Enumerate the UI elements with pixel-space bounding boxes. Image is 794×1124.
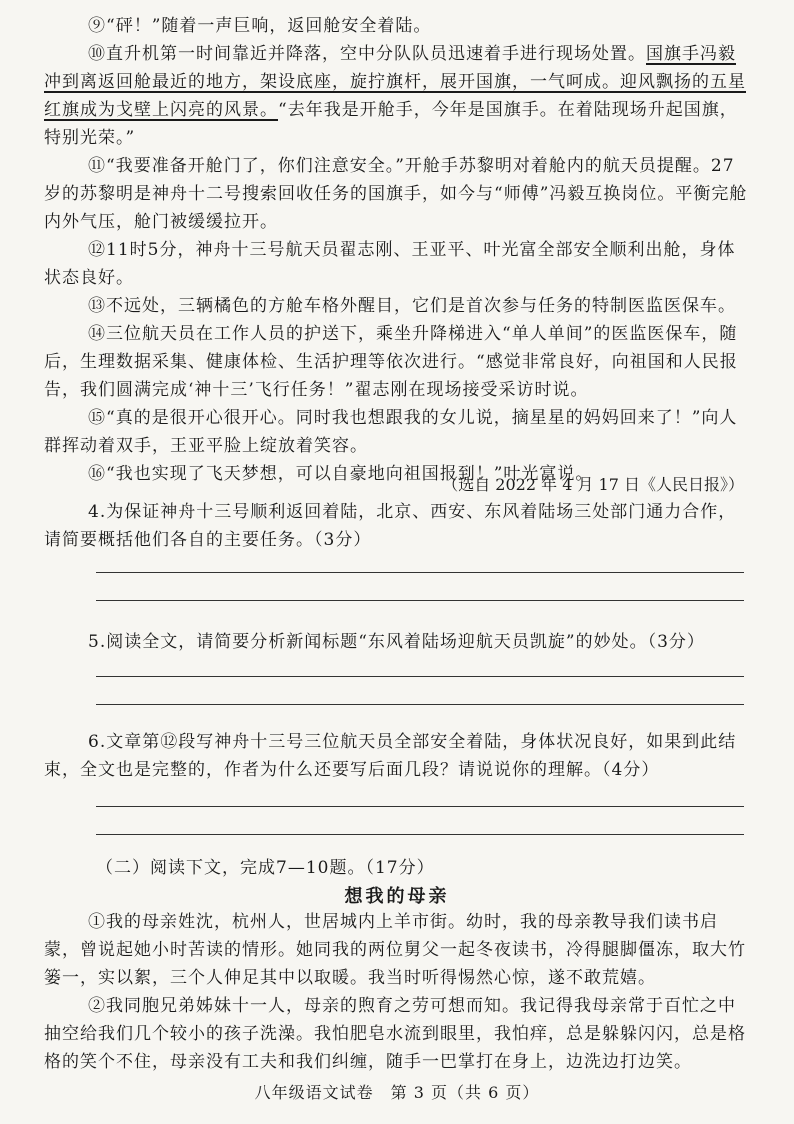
question-5	[0, 628, 794, 656]
reading-title: 想我的母亲	[344, 886, 450, 907]
answer-line[interactable]	[96, 806, 744, 807]
paragraph-13: ⑬不远处，三辆橘色的方舱车格外醒目，它们是首次参与任务的特制医监医保车。	[88, 296, 736, 316]
answer-line[interactable]	[96, 834, 744, 835]
paragraph-9: ⑨“砰！”随着一声巨响，返回舱安全着陆。	[88, 16, 432, 36]
paragraph-11: ⑪“我要准备开舱门了，你们注意安全。”开舱手苏黎明对着舱内的航天员提醒。27岁的苏黎明是神舟十二号搜索回收任务的国旗手，如今与“师傅”冯毅互换岗位。平衡完舱内外气压，舱门被缓缓拉开。	[44, 156, 748, 232]
paragraph-12: ⑫11时5分，神舟十三号航天员翟志刚、王亚平、叶光富全部安全顺利出舱，身体状态良好。	[44, 240, 736, 288]
article-source: （选自 2022 年 4 月 17 日《人民日报》）	[442, 475, 744, 494]
answer-line[interactable]	[96, 600, 744, 601]
paragraph-15: ⑮“真的是很开心很开心。同时我也想跟我的女儿说，摘星星的妈妈回来了！”向人群挥动着双手，王亚平脸上绽放着笑容。	[44, 408, 738, 456]
answer-line[interactable]	[96, 676, 744, 677]
question-4-text: 4.为保证神舟十三号顺利返回着陆，北京、西安、东风着陆场三处部门通力合作，请简要概括他们各自的主要任务。（3分）	[44, 502, 737, 550]
paragraph-10-intro: ⑩直升机第一时间靠近并降落，空中分队队员迅速着手进行现场处置。	[88, 44, 646, 64]
page-footer: 八年级语文试卷 第 3 页（共 6 页）	[254, 1083, 540, 1102]
article-body	[0, 12, 794, 488]
paragraph-16: ⑯“我也实现了飞天梦想，可以自豪地向祖国报到！”叶光富说。	[88, 464, 594, 484]
question-6-text: 6.文章第⑫段写神舟十三号三位航天员全部安全着陆，身体状况良好，如果到此结束，全文也是完整的，作者为什么还要写后面几段？请说说你的理解。（4分）	[44, 732, 737, 780]
section-2	[0, 854, 794, 1076]
paragraph-10	[0, 40, 794, 152]
section-2-heading: （二）阅读下文，完成7—10题。（17分）	[96, 858, 435, 878]
question-4	[0, 498, 794, 554]
question-6	[0, 728, 794, 784]
underlined-sentence: 国旗手冯毅冲到离返回舱最近的地方，架设底座，旋拧旗杆，展开国旗，一气呵成。迎风飘扬的五星红旗成为戈壁上闪亮的风景。	[44, 44, 746, 120]
answer-line[interactable]	[96, 572, 744, 573]
answer-line[interactable]	[96, 704, 744, 705]
question-5-text: 5.阅读全文，请简要分析新闻标题“东风着陆场迎航天员凯旋”的妙处。（3分）	[88, 632, 705, 652]
reading-paragraph-2: ②我同胞兄弟姊妹十一人，母亲的煦育之劳可想而知。我记得我母亲常于百忙之中抽空给我们几个较小的孩子洗澡。我怕肥皂水流到眼里，我怕痒，总是躲躲闪闪，总是格格的笑个不住，母亲没有工夫和我们纠缠，随手一巴掌打在身上，边洗边打边笑。	[44, 996, 746, 1072]
paragraph-14: ⑭三位航天员在工作人员的护送下，乘坐升降梯进入“单人单间”的医监医保车，随后，生理数据采集、健康体检、生活护理等依次进行。“感觉非常良好，向祖国和人民报告，我们圆满完成‘神十三’飞行任务！”翟志刚在现场接受采访时说。	[44, 324, 738, 400]
reading-paragraph-1: ①我的母亲姓沈，杭州人，世居城内上羊市街。幼时，我的母亲教导我们读书启蒙，曾说起她小时苦读的情形。她同我的两位舅父一起冬夜读书，冷得腿脚僵冻，取大竹篓一，实以絮，三个人伸足其中以取暖。我当时听得惕然心惊，遂不敢荒嬉。	[44, 912, 746, 988]
paragraph-10-quote: “去年我是开舱手，今年是国旗手。在着陆现场升起国旗，特别光荣。”	[44, 100, 738, 148]
